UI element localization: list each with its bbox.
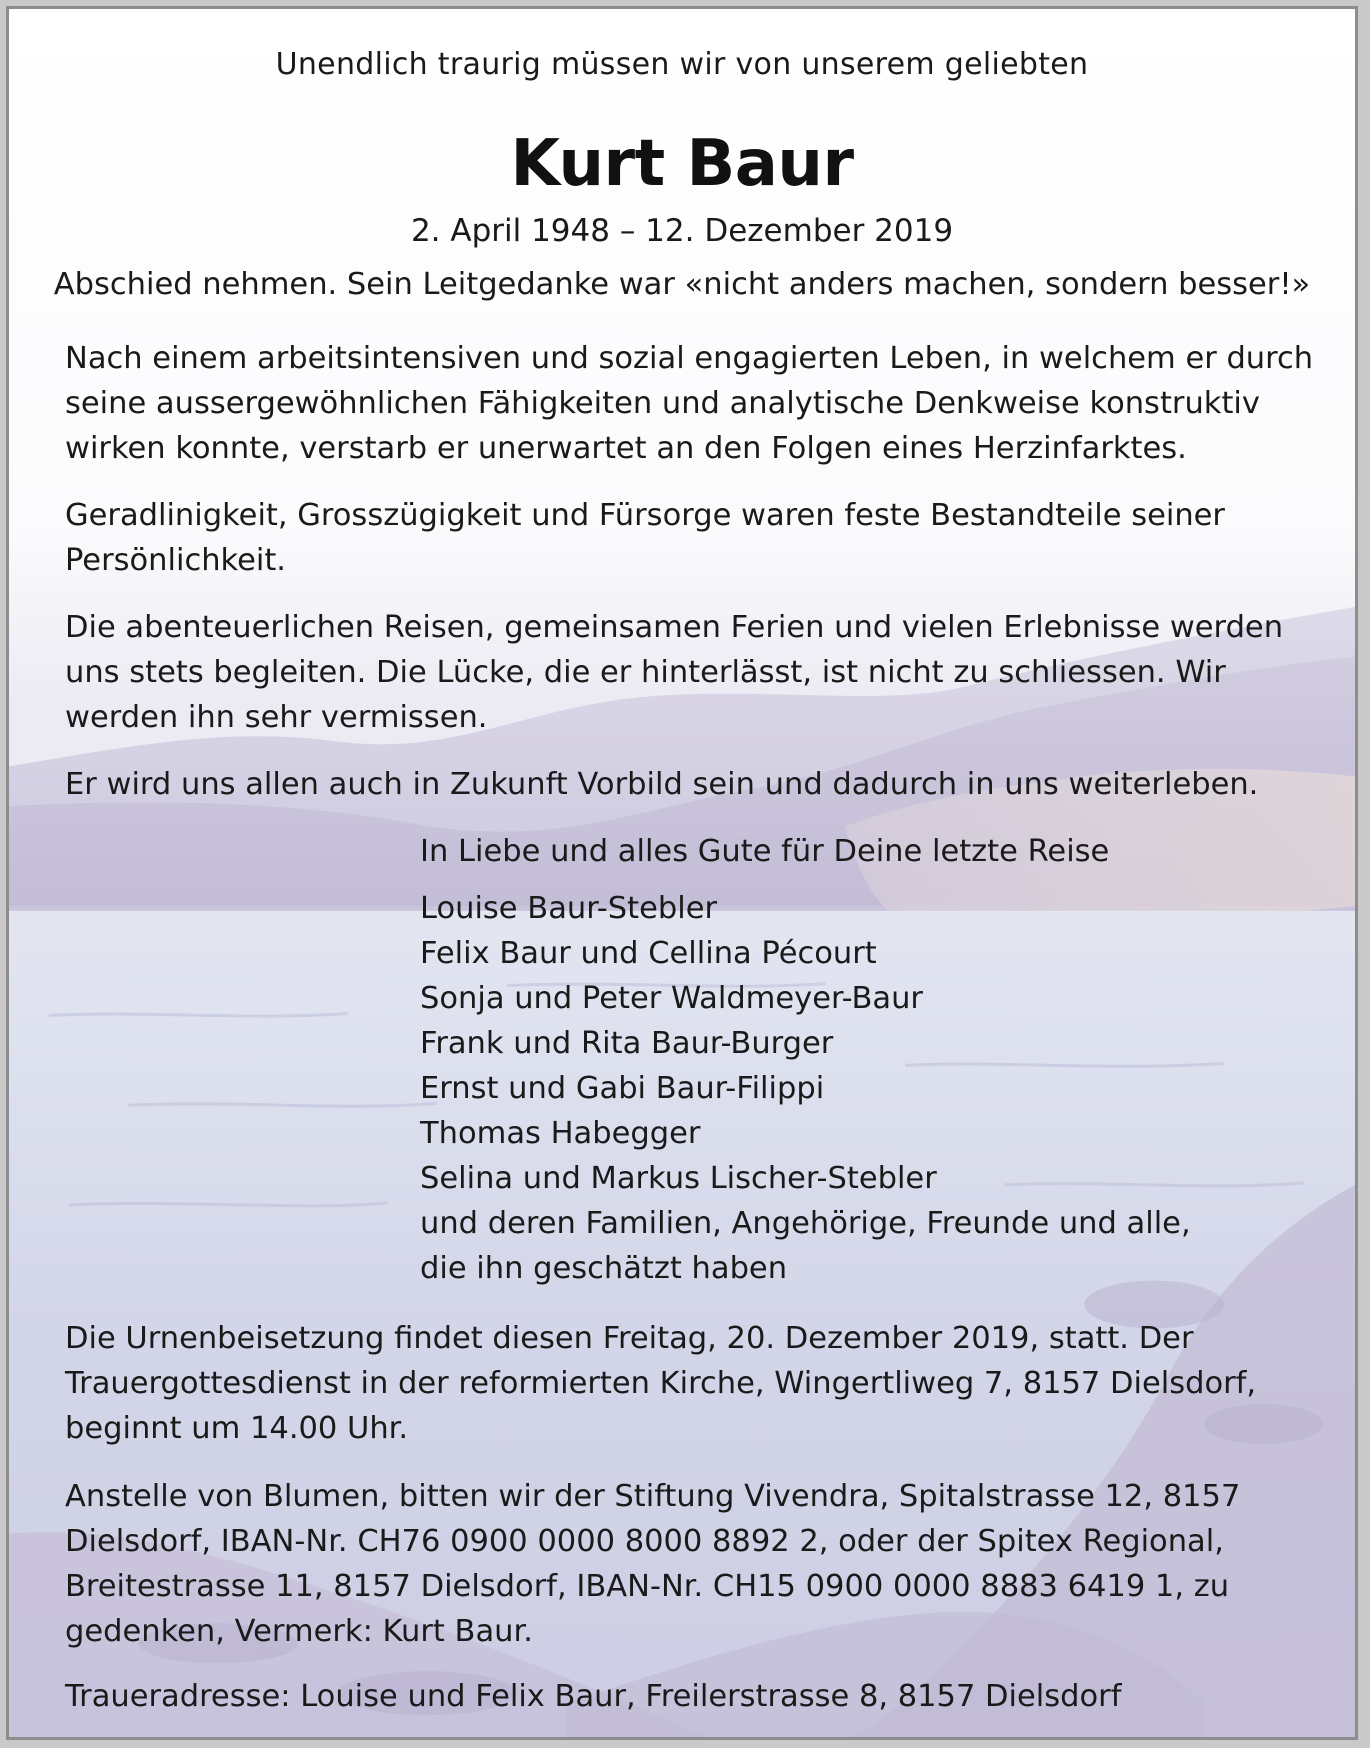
mourner-item: Selina und Markus Lischer-Stebler (420, 1161, 937, 1196)
motto-line: Abschied nehmen. Sein Leitgedanke war «nicht anders machen, sondern besser!» (53, 267, 1311, 302)
mourning-address: Traueradresse: Louise und Felix Baur, Freilerstrasse 8, 8157 Dielsdorf (65, 1679, 1122, 1714)
mourner-item: Sonja und Peter Waldmeyer-Baur (420, 981, 923, 1016)
paragraph-life: Nach einem arbeitsintensiven und sozial engagierten Leben, in welchem er durch seine aussergewöhnlichen Fähigkeiten und analytische Denkweise konstruktiv wirken konnte, verstarb er unerwartet an den Folgen eines Herzinfarktes. (65, 341, 1314, 466)
intro-line: Unendlich traurig müssen wir von unserem geliebten (275, 47, 1089, 82)
mourner-item: Frank und Rita Baur-Burger (420, 1026, 834, 1061)
mourner-item: Louise Baur-Stebler (420, 891, 718, 926)
life-dates: 2. April 1948 – 12. Dezember 2019 (410, 213, 954, 249)
paragraph-memories: Die abenteuerlichen Reisen, gemeinsamen Ferien und vielen Erlebnisse werden uns stets begleiten. Die Lücke, die er hinterlässt, ist nicht zu schliessen. Wir werden ihn sehr vermissen. (65, 610, 1284, 735)
mourner-item: Felix Baur und Cellina Pécourt (420, 936, 877, 971)
paragraph-donations: Anstelle von Blumen, bitten wir der Stiftung Vivendra, Spitalstrasse 12, 8157 Dielsdorf, IBAN-Nr. CH76 0900 0000 8000 8892 2, oder der Spitex Regional, Breitestrasse 11, 8157 Dielsdorf, IBAN-Nr. CH15 0900 0000 8883 6419 1, zu gedenken, Vermerk: Kurt Baur. (65, 1479, 1241, 1649)
paragraph-service: Die Urnenbeisetzung findet diesen Freitag, 20. Dezember 2019, statt. Der Trauergottesdienst in der reformierten Kirche, Wingertliweg 7, 8157 Dielsdorf, beginnt um 14.00 Uhr. (65, 1321, 1257, 1446)
obituary-content (9, 9, 1355, 1737)
mourner-item: die ihn geschätzt haben (420, 1251, 788, 1286)
mourner-item: Thomas Habegger (420, 1116, 701, 1151)
paragraph-legacy: Er wird uns allen auch in Zukunft Vorbild sein und dadurch in uns weiterleben. (65, 767, 1259, 802)
obituary-frame (6, 6, 1358, 1740)
mourner-item: Ernst und Gabi Baur-Filippi (420, 1071, 825, 1106)
mourners-list (420, 886, 1340, 1291)
paragraph-character: Geradlinigkeit, Grosszügigkeit und Fürsorge waren feste Bestandteile seiner Persönlichkeit. (65, 498, 1225, 578)
mourner-item: und deren Familien, Angehörige, Freunde und alle, (420, 1206, 1191, 1241)
deceased-name: Kurt Baur (510, 127, 854, 201)
signature-intro: In Liebe und alles Gute für Deine letzte Reise (420, 834, 1110, 869)
